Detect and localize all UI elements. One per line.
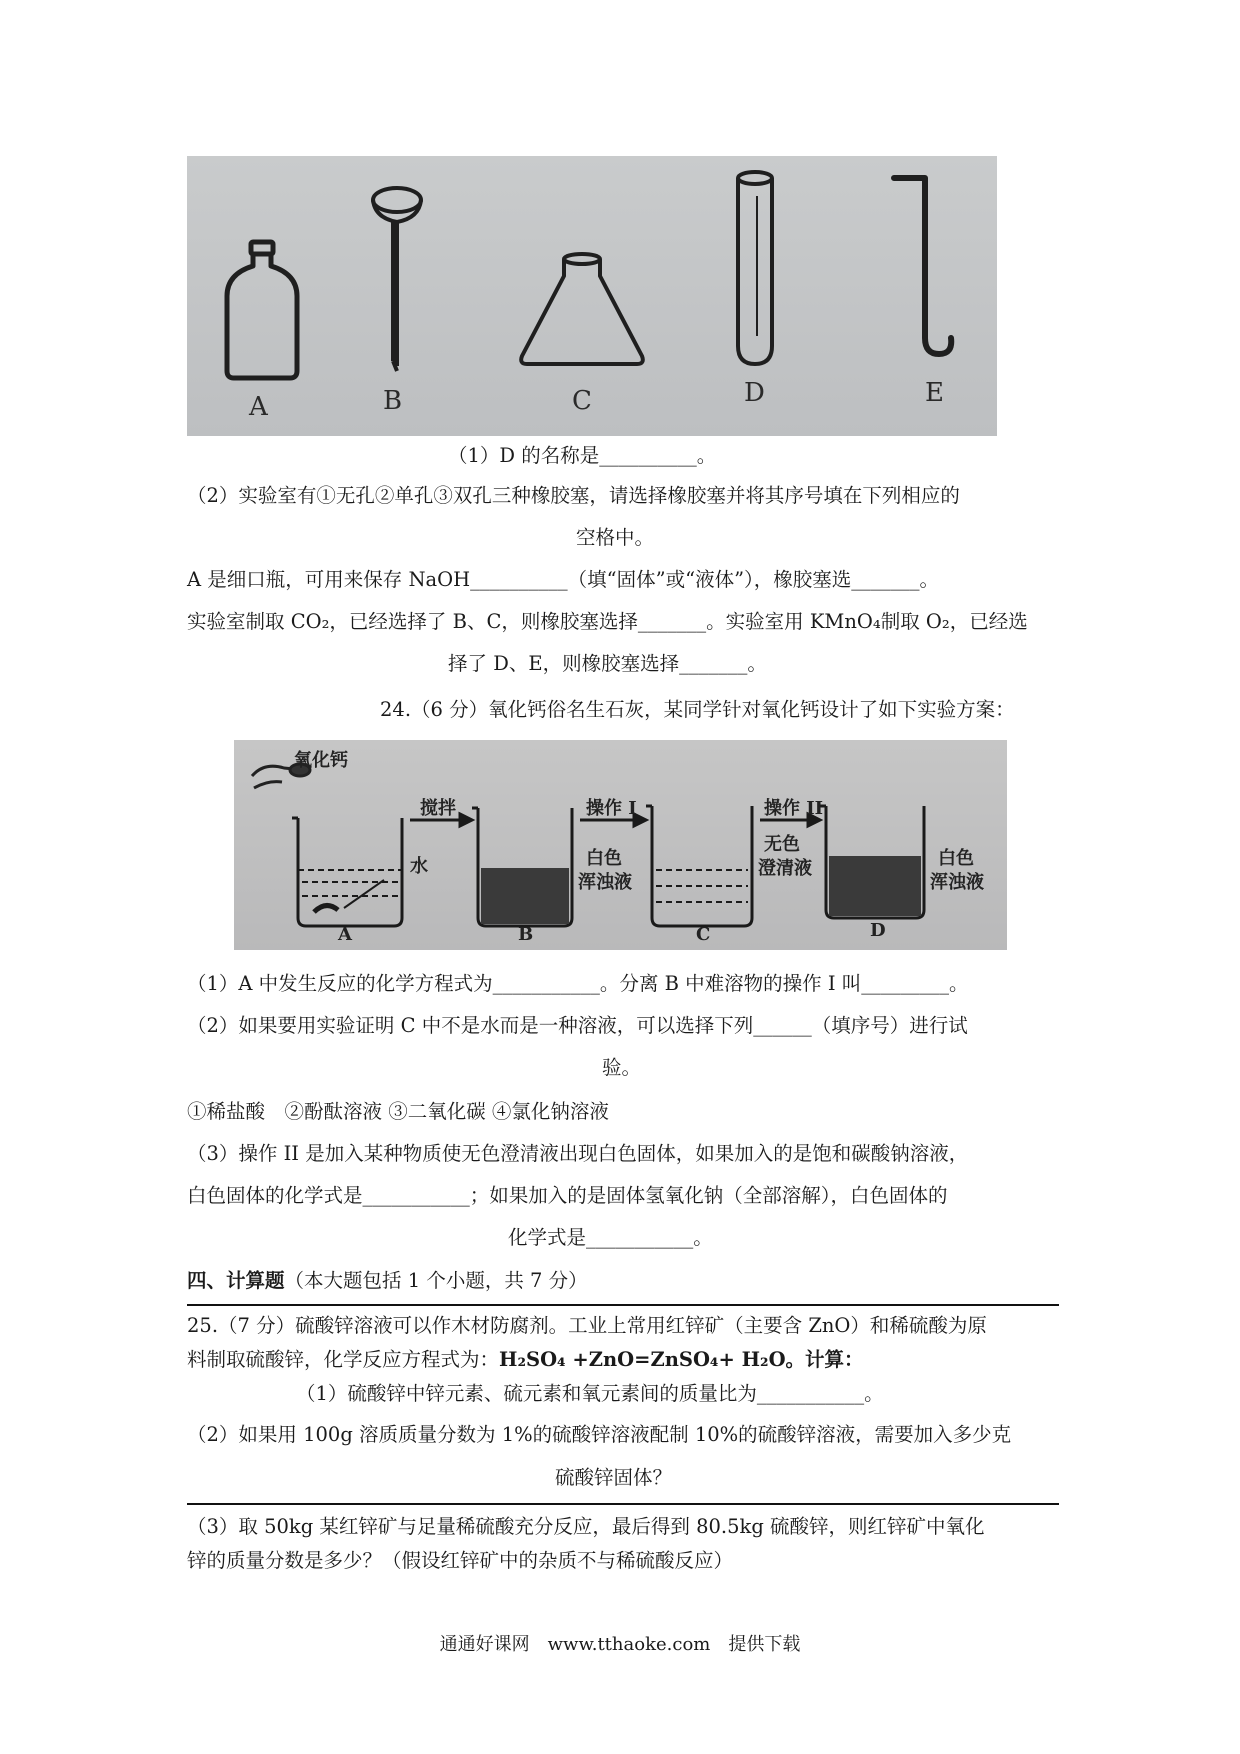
section4-title: 四、计算题 [187, 1269, 285, 1292]
apparatus-label-c: C [572, 386, 592, 416]
conical-flask-icon [521, 254, 643, 364]
beaker-a-icon [292, 818, 402, 926]
q25-part1: （1）硫酸锌中锌元素、硫元素和氧元素间的质量比为___________。 [296, 1382, 884, 1405]
q23-part2-line4: 实验室制取 CO₂，已经选择了 B、C，则橡胶塞选择_______。实验室用 KMnO₄制取 O₂，已经选 [187, 610, 1028, 633]
q25-part3-line2: 锌的质量分数是多少？（假设红锌矿中的杂质不与稀硫酸反应） [187, 1549, 734, 1572]
q24-part2-line1: （2）如果要用实验证明 C 中不是水而是一种溶液，可以选择下列______（填序号）进行试 [187, 1014, 968, 1037]
q25-line2-prefix: 料制取硫酸锌，化学反应方程式为： [187, 1348, 500, 1371]
beaker-label-b: B [518, 924, 534, 945]
q24-part3-line3: 化学式是___________。 [508, 1226, 713, 1249]
beaker-label-c: C [696, 924, 711, 945]
water-label: 水 [410, 856, 428, 877]
apparatus-label-a: A [249, 392, 268, 422]
q25-part2-line2: 硫酸锌固体？ [555, 1466, 673, 1489]
q24-options: ①稀盐酸 ②酚酞溶液 ③二氧化碳 ④氯化钠溶液 [187, 1100, 609, 1123]
reagent-label: 氧化钙 [294, 750, 348, 771]
apparatus-label-b: B [383, 386, 403, 416]
clear-label-line1: 无色 [764, 834, 800, 855]
experiment-figure [234, 740, 1007, 950]
section-rule-bottom [187, 1503, 1059, 1505]
apparatus-label-d: D [744, 378, 765, 408]
apparatus-label-e: E [925, 378, 944, 408]
q23-part2-line5: 择了 D、E，则橡胶塞选择_______。 [448, 652, 767, 675]
q23-part1: （1）D 的名称是__________。 [448, 444, 717, 467]
turbid1-label-line1: 白色 [586, 848, 622, 869]
step-op1-label: 操作 I [586, 798, 637, 819]
step-op2-label: 操作 II [764, 798, 824, 819]
section4-note: （本大题包括 1 个小题，共 7 分） [284, 1269, 588, 1292]
footer-source: 通通好课网 www.tthaoke.com 提供下载 [439, 1634, 801, 1655]
beaker-c-icon [646, 806, 752, 926]
q24-title: 24.（6 分）氧化钙俗名生石灰，某同学针对氧化钙设计了如下实验方案： [380, 698, 1015, 721]
q25-equation: H₂SO₄ +ZnO=ZnSO₄+ H₂O。计算： [499, 1348, 864, 1371]
q23-part2-line1: （2）实验室有①无孔②单孔③双孔三种橡胶塞，请选择橡胶塞并将其序号填在下列相应的 [187, 484, 960, 507]
q25-line2 [187, 1345, 864, 1375]
turbid1-label-line2: 浑浊液 [578, 872, 632, 893]
delivery-tube-icon [894, 178, 951, 354]
q23-part2-line3: A 是细口瓶，可用来保存 NaOH__________（填“固体”或“液体”），橡胶塞选_______。 [187, 568, 940, 591]
beaker-b-icon [472, 808, 572, 926]
beaker-label-a: A [338, 924, 352, 945]
clear-label-line2: 澄清液 [758, 858, 812, 879]
apparatus-drawing [187, 156, 997, 436]
q25-part3-line1: （3）取 50kg 某红锌矿与足量稀硫酸充分反应，最后得到 80.5kg 硫酸锌，则红锌矿中氧化 [187, 1515, 985, 1538]
q24-part3-line2: 白色固体的化学式是___________；如果加入的是固体氢氧化钠（全部溶解），白色固体的 [187, 1184, 948, 1207]
long-neck-funnel-icon [373, 188, 421, 371]
beaker-d-icon [820, 806, 924, 918]
q23-part2-line2: 空格中。 [576, 526, 655, 549]
beaker-label-d: D [870, 920, 886, 941]
test-tube-icon [738, 172, 772, 364]
step-stir-label: 搅拌 [420, 798, 456, 819]
q24-part3-line1: （3）操作 II 是加入某种物质使无色澄清液出现白色固体，如果加入的是饱和碳酸钠溶液， [187, 1142, 969, 1165]
narrow-mouth-bottle-icon [227, 242, 297, 378]
q25-line1: 25.（7 分）硫酸锌溶液可以作木材防腐剂。工业上常用红锌矿（主要含 ZnO）和稀硫酸为原 [187, 1314, 987, 1337]
section4-heading [187, 1266, 588, 1296]
q24-part2-line2: 验。 [602, 1056, 642, 1079]
section-rule-top [187, 1304, 1059, 1306]
q24-part1: （1）A 中发生反应的化学方程式为___________。分离 B 中难溶物的操作 I 叫_________。 [187, 972, 969, 995]
turbid2-label-line1: 白色 [938, 848, 974, 869]
apparatus-figure [187, 156, 997, 436]
q25-part2-line1: （2）如果用 100g 溶质质量分数为 1%的硫酸锌溶液配制 10%的硫酸锌溶液，需要加入多少克 [187, 1423, 1012, 1446]
turbid2-label-line2: 浑浊液 [930, 872, 984, 893]
